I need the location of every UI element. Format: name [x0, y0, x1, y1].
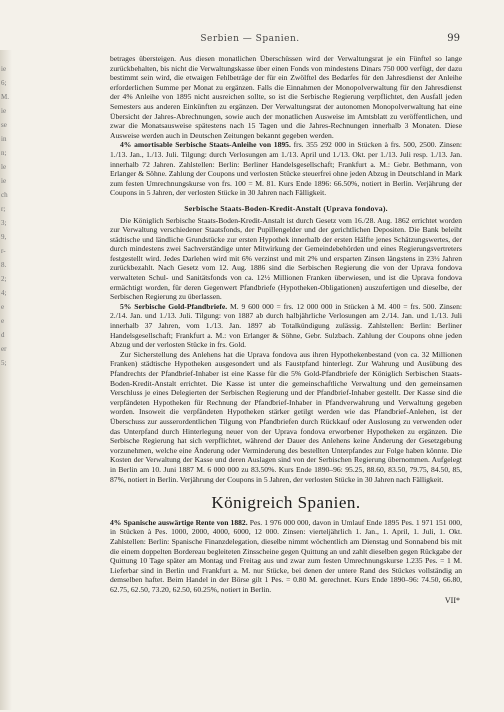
printer-signature: VII* [444, 596, 460, 606]
page-body [110, 54, 462, 606]
gutter-fragment: 8. [1, 261, 7, 269]
gutter-fragment: ie [1, 177, 7, 185]
paragraph-spanish-rente [110, 518, 462, 595]
spanish-rente-text: Pes. 1 976 000 000, davon in Umlauf Ende 1895 Pes. 1 971 151 000, in Stücken à Pes. 1000, 2000, 4000, 6000, 12 000. Zinsen: vierteljährlich 1. Jan., 1. April, 1. Juli, 1. Okt. Zahlstellen: Berlin: Spanische Finanzdelegation, dieselbe nimmt wöchentlich am Dienstag und Sonnabend bis mit die einem doppelten Bordereau begleiteten Zinsscheine gegen Quittung an und zahlt dieselben gegen Rückgabe der Quittung 10 Tage später am Montag und Freitag aus und zwar zum festen Umrechnungskurse 1.235 Pes. = 1 M. Lieferbar sind in Berlin und Frankfurt a. M. nur Stücke, bei denen der untere Rand des Stückes vollständig an demselben haftet. Beim Handel in der Börse gilt 1 Pes. = 0.80 M. gerechnet. Kurs Ende 1890–96: 74.50, 66.80, 62.75, 62.50, 73.20, 62.50, 60.25%, notiert in Berlin. [110, 517, 462, 594]
gutter-fragment: in [1, 135, 7, 143]
gutter-fragment: 3; [1, 219, 7, 227]
loan-1895-text: frs. 355 292 000 in Stücken à frs. 500, 2500. Zinsen: 1./13. Jan., 1./13. Juli. Tilgung: durch Verlosungen am 1./13. April und 1./13. Okt. per 1./13. Juli resp. 1./13. Jan. innerhalb 72 Jahren. Zahlstellen: Berlin: Berliner Handelsgesellschaft; Frankfurt a. M.: Gebr. Bethmann, von Erlanger & Söhne. Zahlung der Coupons und verlosten Stücke steuerfrei ohne jeden Abzug in Deutschland in Mark zum festen Umrechnungskurse von frs. 100 = M. 81. Kurs Ende 1896: 66.50%, notiert in Berlin. Verjährung der Coupons in 5 Jahren, der verlosten Stücke in 30 Jahren nach Fälligkeit. [110, 140, 462, 198]
gutter-fragment: d [1, 331, 5, 339]
gutter-fragment: e [1, 317, 5, 325]
gutter-fragment: n; [1, 149, 7, 157]
gutter-fragment: se [1, 121, 7, 129]
gutter-fragment: 9, [1, 233, 7, 241]
gutter-fragment: 6; [1, 79, 7, 87]
page-number: 99 [447, 33, 460, 44]
paragraph-security: Zur Sicherstellung des Anlehens hat die Uprava fondova aus ihren Hypothekenbestand (von ca. 32 Millionen Franken) städtische Hypotheken ausgesondert und als Faustpfand hinterlegt. Zur Wahrung und Ausübung des Pfandrechts der Pfandbrief-Inhaber ist eine Kasse für die 5% Gold-Pfandbriefe der Königlich Serbischen Staats-Boden-Kredit-Anstalt errichtet. Die Kasse ist unter die gemeinschaftliche Verwaltung und den gemeinsamen Verschluss je eines Delegierten der Serbischen Regierung und der Pfandbrief-Inhaber gestellt. Der Kasse sind die verpfändeten Hypotheken für Rechnung der Pfandbrief-Inhaber in Pfandverwahrung und Verwaltung gegeben worden. Insoweit die verpfändeten Hypotheken stärker getilgt werden wie das Pfandbrief-Anlehen, ist der Überschuss zur ausserordentlichen Tilgung von Pfandbriefen durch Rückkauf oder Auslosung zu verwenden oder das Unterpfand durch Hinterlegung neuer von der Uprava fondova erworbener Hypotheken zu ergänzen. Die Serbische Regierung hat sich verpflichtet, während der Dauer des Anlehens keine Änderung der Gesetzgebung vorzunehmen, welche eine Änderung oder Verminderung des bestellten Unterpfandes zur Folge haben könnte. Die Kosten der Verwaltung der Kasse und deren Auslagen sind von der Serbischen Regierung übernommen. Aufgelegt in Berlin am 10. Juni 1887 M. 6 000 000 zu 83.50%. Kurs Ende 1890–96: 95.25, 88.60, 83.50, 79.75, 84.50, 85, 87%, notiert in Berlin. Verjährung der Coupons in 5 Jahren, der verlosten Stücke in 30 Jahren nach Fälligkeit. [110, 349, 462, 484]
gutter-fragment: r- [1, 247, 6, 255]
loan-1895-title: 4% amortisable Serbische Staats-Anleihe von 1895. [120, 140, 291, 150]
running-title: Serbien — Spanien. [200, 34, 300, 44]
gold-pfandbriefe-text: M. 9 600 000 = frs. 12 000 000 in Stücken à M. 400 = frs. 500. Zinsen: 2./14. Jan. und 1./13. Juli. Tilgung: von 1887 ab durch halbjährliche Verlosungen am 2./14. Jan. und 1./13. Juli innerhalb 37 Jahren, vom 1./13. Jan. 1897 ab Totalkündigung zulässig. Zahlstellen: Berlin: Berliner Handelsgesellschaft; Frankfurt a. M.: von Erlanger & Söhne, Gebr. Sulzbach. Zahlung der Coupons ohne jeden Abzug und der verlosten Stücke in frs. Gold. [110, 301, 462, 350]
spanish-rente-title: 4% Spanische auswärtige Rente von 1882. [110, 517, 248, 527]
paragraph-gold-pfandbriefe [110, 302, 462, 350]
gutter-fragment: 4; [1, 289, 7, 297]
chapter-heading-spain: Königreich Spanien. [211, 493, 361, 513]
section-heading-uprava-fondova: Serbische Staats-Boden-Kredit-Anstalt (Uprava fondova). [184, 203, 388, 213]
gutter-fragment: 2; [1, 275, 7, 283]
page-header [40, 34, 460, 48]
gutter-fragment: 5; [1, 359, 7, 367]
gutter-fragment: M. [1, 93, 9, 101]
gutter-fragment: r; [1, 205, 6, 213]
paragraph-loan-1895 [110, 140, 462, 198]
paragraph-monopoly-surplus: betrages übersteigen. Aus diesen monatlichen Überschüssen wird der Verwaltungsrat je ein Fünftel so lange zurückbehalten, bis nicht die Verwaltungskasse über einen Fonds von mindestens Dinars 750 000 verfügt, der dazu bestimmt sein wird, die etwaigen Fehlbeträge der für ein Zwölftel des Bedarfes für den Jahresdienst der Anleihe erforderlichen Summe per Monat zu ergänzen. Falls die Einnahmen der Monopolverwaltung für den Jahresdienst der 4% Anleihe von 1895 nicht ausreichen sollte, so ist die Serbische Regierung verpflichtet, den Ausfall jeden Semesters aus anderen Einkünften zu ergänzen. Der Verwaltungsrat der autonomen Monopolverwaltung hat eine Übersicht der Jahres-Abrechnungen, sowie auch der monatlichen Ausweise im Amtsblatt zu veröffentlichen, und zwar die Monatsausweise spätestens nach 15 Tagen und die Jahres-Rechnungen innerhalb 3 Monaten. Diese Ausweise werden auch in Deutschen Zeitungen bekannt gegeben werden. [110, 54, 462, 140]
gold-pfandbriefe-title: 5% Serbische Gold-Pfandbriefe. [120, 301, 228, 311]
gutter-fragment: ch [1, 191, 8, 199]
gutter-fragment: er [1, 345, 7, 353]
gutter-fragment: ie [1, 65, 7, 73]
paragraph-uprava-fondova: Die Königlich Serbische Staats-Boden-Kredit-Anstalt ist durch Gesetz vom 16./28. Aug. 1862 errichtet worden zur Verwaltung verschiedener Staatsfonds, der Pupillengelder und der gerichtlichen Depositen. Die Bank beleiht städtische und ländliche Grundstücke zur ersten Hypothek innerhalb der ersten Hälfte jenes Schätzungswertes, der durch mindestens zwei Sachverständige unter Mitwirkung der Gemeindebehörden und eines Regierungsvertreters festgestellt wird. Jedes Darlehen wird mit 6% verzinst und mit 2% und ersparten Zinsen längstens in 23½ Jahren zurückbezahlt. Nach Gesetz vom 12. Aug. 1886 sind die Serbischen Regierung die von der Uprava fondova verwalteten Schul- und Sanitätsfonds von ca. 12½ Millionen Franken überwiesen, und ist die Uprava fondova ermächtigt worden, für deren Gegenwert Pfandbriefe (Hypotheken-Obligationen) auszufertigen und dieselbe, der Serbischen Regierung zu überlassen. [110, 215, 462, 302]
gutter-fragment: e [1, 303, 5, 311]
gutter-fragment: ie [1, 107, 7, 115]
gutter-fragment: le [1, 163, 7, 171]
adjacent-page-fragments [1, 62, 11, 370]
